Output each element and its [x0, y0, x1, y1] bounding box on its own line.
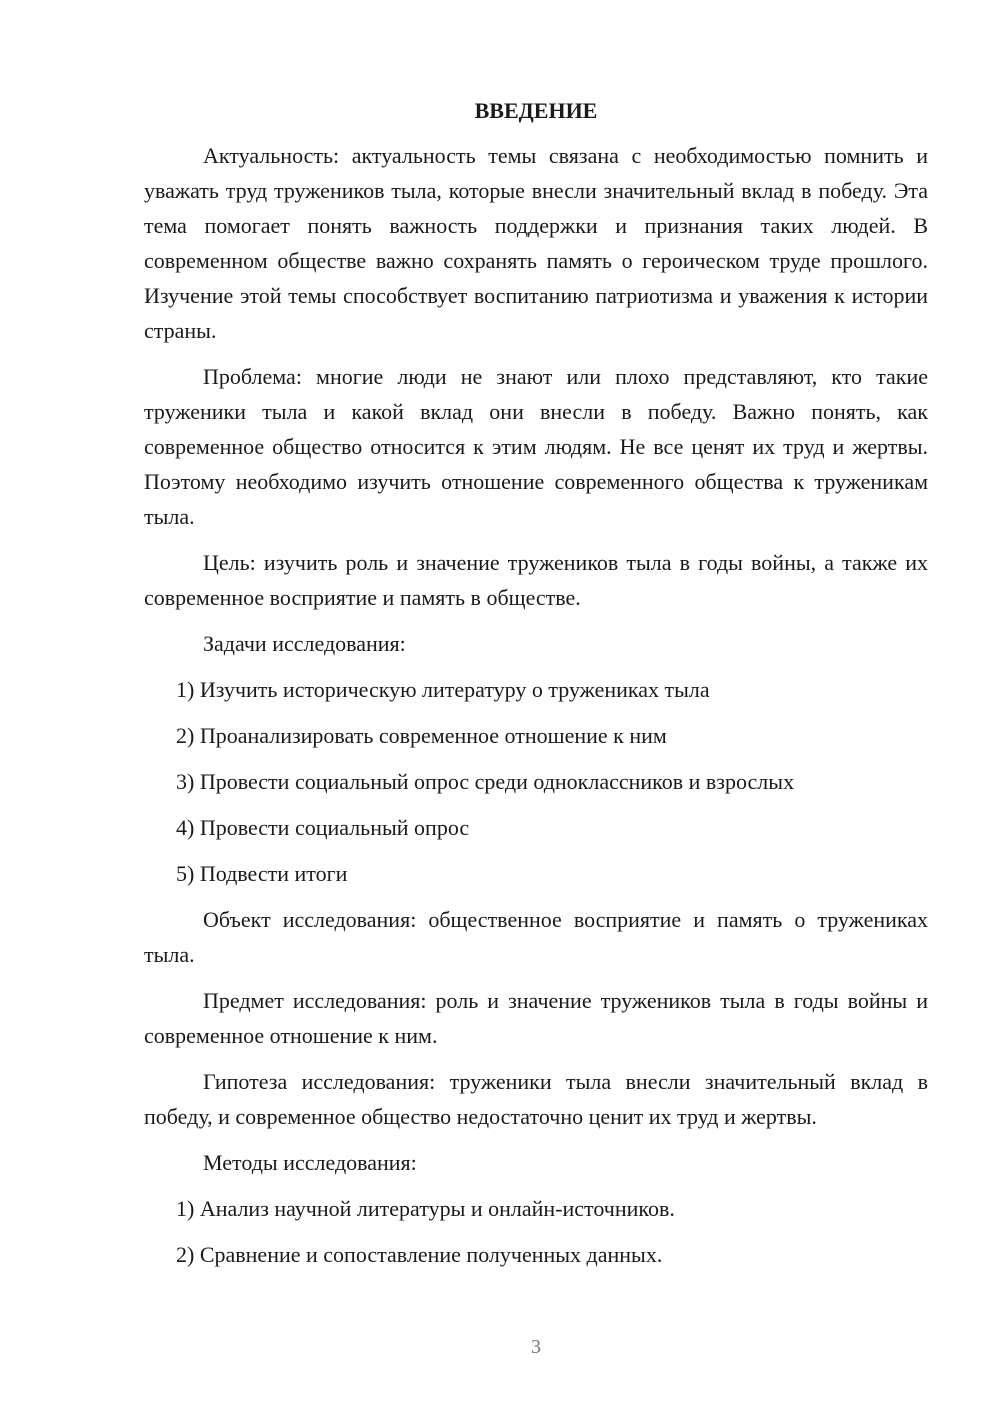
tasks-title: Задачи исследования: — [203, 631, 406, 656]
paragraph-goal: Цель: изучить роль и значение тружеников тыла в годы войны, а также их современное восприятие и память в обществе. — [144, 550, 928, 610]
page-number: 3 — [531, 1336, 541, 1358]
task-item-4: 4) Провести социальный опрос — [176, 815, 470, 840]
task-item-5: 5) Подвести итоги — [176, 861, 348, 886]
paragraph-relevance: Актуальность: актуальность темы связана с необходимостью помнить и уважать труд тружеников тыла, которые внесли значительный вклад в победу. Эта тема помогает понять важность поддержки и признания таких людей. В современном обществе важно сохранять память о героическом труде прошлого. Изучение этой темы способствует воспитанию патриотизма и уважения к истории страны. — [144, 143, 928, 343]
paragraph-hypothesis: Гипотеза исследования: труженики тыла внесли значительный вклад в победу, и современное общество недостаточно ценит их труд и жертвы. — [144, 1069, 928, 1129]
task-item-3: 3) Провести социальный опрос среди одноклассников и взрослых — [176, 769, 795, 794]
method-item-2: 2) Сравнение и сопоставление полученных данных. — [176, 1242, 663, 1267]
paragraph-problem: Проблема: многие люди не знают или плохо представляют, кто такие труженики тыла и какой вклад они внесли в победу. Важно понять, как современное общество относится к этим людям. Не все ценят их труд и жертвы. Поэтому необходимо изучить отношение современного общества к труженикам тыла. — [144, 364, 928, 529]
methods-list — [144, 1191, 928, 1272]
paragraph-object: Объект исследования: общественное восприятие и память о тружениках тыла. — [144, 907, 928, 967]
tasks-list — [144, 672, 928, 891]
task-item-1: 1) Изучить историческую литературу о тружениках тыла — [176, 677, 710, 702]
page-content — [144, 96, 928, 1283]
section-heading: ВВЕДЕНИЕ — [474, 98, 598, 123]
paragraph-subject: Предмет исследования: роль и значение тружеников тыла в годы войны и современное отношение к ним. — [144, 988, 928, 1048]
task-item-2: 2) Проанализировать современное отношение к ним — [176, 723, 667, 748]
method-item-1: 1) Анализ научной литературы и онлайн-источников. — [176, 1196, 675, 1221]
methods-title: Методы исследования: — [203, 1150, 417, 1175]
